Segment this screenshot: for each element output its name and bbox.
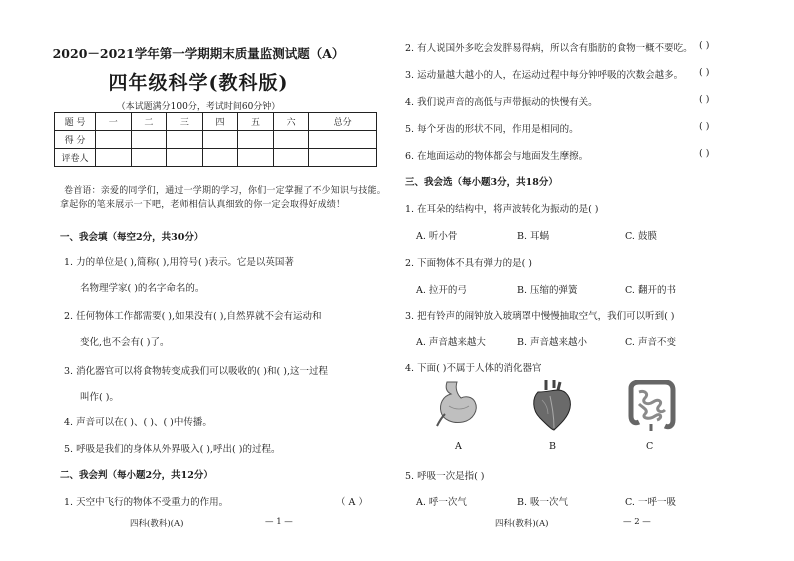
image-label-a: A — [455, 441, 462, 452]
option-a: A. 听小骨 — [416, 231, 458, 242]
answer-parenthesis: ( ) — [699, 148, 710, 159]
question-line: 4. 我们说声音的高低与声带振动的快慢有关。 — [405, 97, 598, 108]
question-line: 2. 有人说国外多吃会发胖易得病，所以含有脂肪的食物一概不要吃。 — [405, 43, 693, 54]
answer-parenthesis: ( ) — [699, 67, 710, 78]
table-cell — [167, 131, 203, 149]
option-b: B. 声音越来越小 — [517, 337, 588, 348]
table-cell: 评卷人 — [55, 149, 96, 167]
page-number: — 2 — — [623, 517, 651, 527]
table-cell — [238, 131, 274, 149]
question-line: 4. 声音可以在( )、( )、( )中传播。 — [64, 417, 212, 428]
footer-label: 四科(教科)(A) — [130, 519, 184, 529]
answer-parenthesis: ( ) — [699, 121, 710, 132]
right-page — [397, 0, 794, 561]
table-cell: 五 — [238, 113, 274, 131]
table-cell — [96, 131, 132, 149]
answer-parenthesis: ( ) — [699, 40, 710, 51]
table-cell — [273, 149, 309, 167]
question-line: 3. 把有铃声的闹钟放入玻璃罩中慢慢抽取空气，我们可以听到( ) — [405, 311, 675, 322]
table-cell — [238, 149, 274, 167]
table-cell: 四 — [202, 113, 238, 131]
question-line: 5. 呼吸是我们的身体从外界吸入( ),呼出( )的过程。 — [64, 444, 281, 455]
intro-line: 卷首语：亲爱的同学们，通过一学期的学习，你们一定掌握了不少知识与技能。 — [64, 186, 387, 196]
table-cell — [167, 149, 203, 167]
question-line: 1. 力的单位是( ),简称( ),用符号( )表示。它是以英国著 — [64, 257, 294, 268]
page-number: — 1 — — [265, 517, 293, 527]
image-label-b: B — [549, 441, 556, 452]
question-line: 1. 在耳朵的结构中，将声波转化为振动的是( ) — [405, 204, 599, 215]
table-cell: 得 分 — [55, 131, 96, 149]
table-cell — [96, 149, 132, 167]
question-line: 3. 消化器官可以将食物转变成我们可以吸收的( )和( ),这一过程 — [64, 366, 328, 377]
question-line: 名物理学家( )的名字命名的。 — [80, 283, 205, 294]
exam-title: 2020－2021学年第一学期期末质量监测试题（A） — [52, 46, 345, 61]
score-table — [54, 112, 377, 167]
answer-parenthesis: ( ) — [699, 94, 710, 105]
image-label-c: C — [646, 441, 654, 452]
table-cell: 一 — [96, 113, 132, 131]
table-cell: 二 — [131, 113, 167, 131]
table-cell: 题 号 — [55, 113, 96, 131]
option-c: C. 一呼一吸 — [625, 497, 676, 508]
table-cell — [131, 149, 167, 167]
question-line: 1. 天空中飞行的物体不受重力的作用。 — [64, 497, 229, 508]
heart-icon — [530, 378, 574, 432]
question-line: 3. 运动量越大越小的人，在运动过程中每分钟呼吸的次数会越多。 — [405, 70, 684, 81]
option-b: B. 吸一次气 — [517, 497, 569, 508]
intestine-icon — [627, 380, 677, 432]
option-b: B. 耳蜗 — [517, 231, 550, 242]
question-line: 5. 呼吸一次是指( ) — [405, 471, 485, 482]
question-line: 叫作( )。 — [80, 392, 119, 403]
question-line: 4. 下面( )不属于人体的消化器官 — [405, 363, 542, 374]
option-a: A. 呼一次气 — [416, 497, 467, 508]
question-line: 2. 任何物体工作都需要( ),如果没有( ),自然界就不会有运动和 — [64, 311, 322, 322]
stomach-icon — [435, 380, 481, 428]
section-title: 一、我会填（每空2分，共30分） — [60, 232, 204, 243]
question-line: 2. 下面物体不具有弹力的是( ) — [405, 258, 533, 269]
table-cell — [273, 131, 309, 149]
section-title: 二、我会判（每小题2分，共12分） — [60, 470, 213, 481]
exam-note: （本试题满分100分，考试时间60分钟） — [116, 102, 281, 112]
option-c: C. 翻开的书 — [625, 285, 676, 296]
footer-label: 四科(教科)(A) — [495, 519, 549, 529]
option-a: A. 拉开的弓 — [416, 285, 467, 296]
option-b: B. 压缩的弹簧 — [517, 285, 578, 296]
table-cell: 六 — [273, 113, 309, 131]
exam-subtitle: 四年级科学(教科版) — [108, 72, 289, 94]
question-line: 5. 每个牙齿的形状不同，作用是相同的。 — [405, 124, 579, 135]
table-cell — [309, 149, 377, 167]
intro-line: 拿起你的笔来展示一下吧，老师相信认真细致的你一定会取得好成绩！ — [60, 200, 346, 210]
table-cell — [202, 131, 238, 149]
table-cell: 三 — [167, 113, 203, 131]
answer-parenthesis: （ A ） — [336, 497, 368, 508]
table-cell — [309, 131, 377, 149]
option-c: C. 声音不变 — [625, 337, 676, 348]
table-row — [55, 131, 377, 149]
option-c: C. 鼓膜 — [625, 231, 657, 242]
section-title: 三、我会选（每小题3分，共18分） — [405, 177, 558, 188]
table-row — [55, 149, 377, 167]
question-line: 变化,也不会有( )了。 — [80, 337, 170, 348]
table-cell — [131, 131, 167, 149]
score-table-header — [55, 113, 377, 131]
table-cell: 总分 — [309, 113, 377, 131]
table-cell — [202, 149, 238, 167]
option-a: A. 声音越来越大 — [416, 337, 486, 348]
question-line: 6. 在地面运动的物体都会与地面发生摩擦。 — [405, 151, 589, 162]
